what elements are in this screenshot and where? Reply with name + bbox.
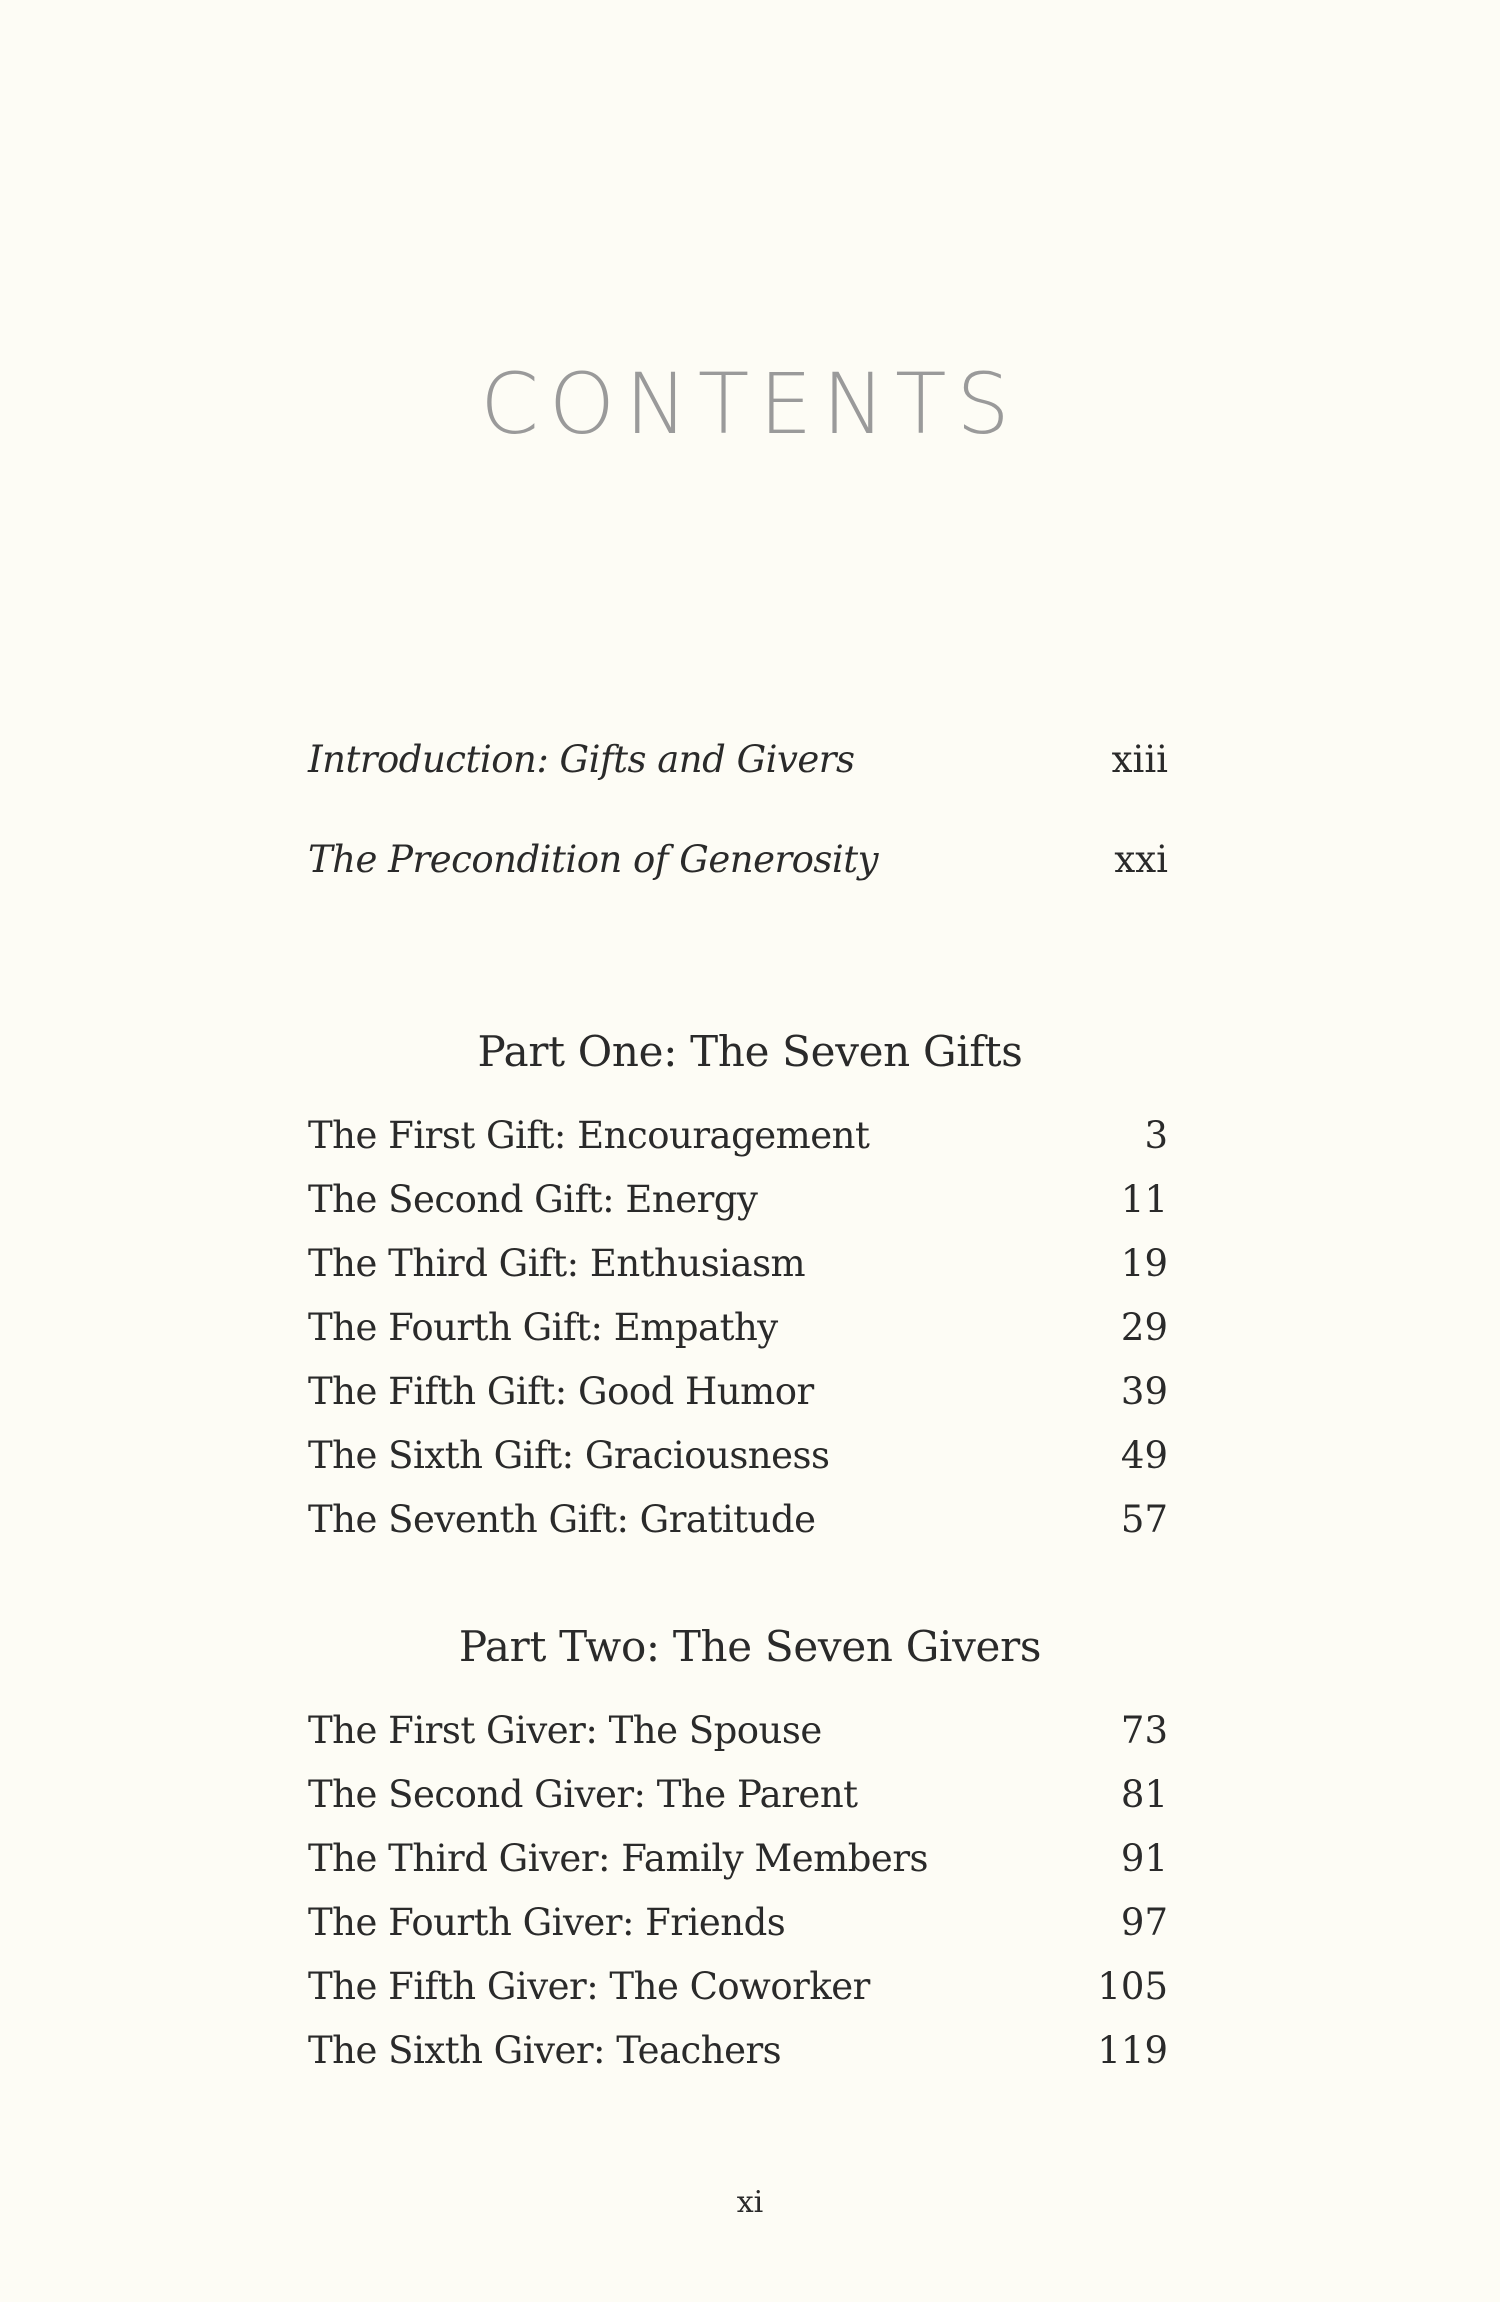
toc-entry xyxy=(308,1901,1168,1944)
toc-entry-page: 29 xyxy=(1120,1306,1168,1349)
toc-entry xyxy=(308,1178,1168,1221)
toc-entry xyxy=(308,1965,1168,2008)
toc-entry-page: 49 xyxy=(1120,1434,1168,1477)
toc-entry-title: The Precondition of Generosity xyxy=(308,838,879,881)
part-two-heading: Part Two: The Seven Givers xyxy=(458,1622,1042,1671)
toc-entry-title: The Second Giver: The Parent xyxy=(308,1773,858,1816)
toc-entry xyxy=(308,1498,1168,1541)
toc-entry-title: The Third Gift: Enthusiasm xyxy=(308,1242,806,1285)
toc-entry xyxy=(308,1434,1168,1477)
toc-entry-title: The Third Giver: Family Members xyxy=(308,1837,929,1880)
toc-entry-page: 105 xyxy=(1097,1965,1168,2008)
toc-entry-page: 3 xyxy=(1144,1114,1168,1157)
toc-entry-page: xxi xyxy=(1114,838,1168,881)
toc-entry-title: Introduction: Gifts and Givers xyxy=(308,738,855,781)
toc-entry-page: 19 xyxy=(1120,1242,1168,1285)
toc-entry-title: The Sixth Giver: Teachers xyxy=(308,2029,782,2072)
toc-entry-page: 39 xyxy=(1120,1370,1168,1413)
toc-entry-title: The Fifth Giver: The Coworker xyxy=(308,1965,870,2008)
toc-entry-title: The Second Gift: Energy xyxy=(308,1178,758,1221)
toc-entry-title: The Seventh Gift: Gratitude xyxy=(308,1498,816,1541)
toc-entry-page: 11 xyxy=(1120,1178,1168,1221)
toc-entry-title: The Fourth Gift: Empathy xyxy=(308,1306,778,1349)
toc-entry xyxy=(308,1370,1168,1413)
toc-entry-title: The Fourth Giver: Friends xyxy=(308,1901,786,1944)
toc-entry-title: The Fifth Gift: Good Humor xyxy=(308,1370,814,1413)
toc-entry-page: 97 xyxy=(1120,1901,1168,1944)
toc-entry-title: The First Gift: Encouragement xyxy=(308,1114,870,1157)
toc-entry xyxy=(308,1306,1168,1349)
toc-entry xyxy=(308,838,1168,881)
toc-entry-page: xiii xyxy=(1111,738,1168,781)
toc-entry-page: 91 xyxy=(1120,1837,1168,1880)
toc-entry xyxy=(308,1709,1168,1752)
toc-entry-page: 73 xyxy=(1120,1709,1168,1752)
toc-entry xyxy=(308,1114,1168,1157)
contents-title: CONTENTS xyxy=(480,355,1020,453)
toc-entry-title: The First Giver: The Spouse xyxy=(308,1709,822,1752)
toc-entry xyxy=(308,1242,1168,1285)
page-number: xi xyxy=(736,2185,764,2220)
toc-entry-page: 119 xyxy=(1097,2029,1168,2072)
toc-entry xyxy=(308,2029,1168,2072)
toc-entry xyxy=(308,738,1168,781)
toc-entry-title: The Sixth Gift: Graciousness xyxy=(308,1434,830,1477)
toc-entry xyxy=(308,1773,1168,1816)
toc-entry-page: 57 xyxy=(1120,1498,1168,1541)
toc-entry xyxy=(308,1837,1168,1880)
part-one-heading: Part One: The Seven Gifts xyxy=(477,1027,1023,1076)
toc-entry-page: 81 xyxy=(1120,1773,1168,1816)
